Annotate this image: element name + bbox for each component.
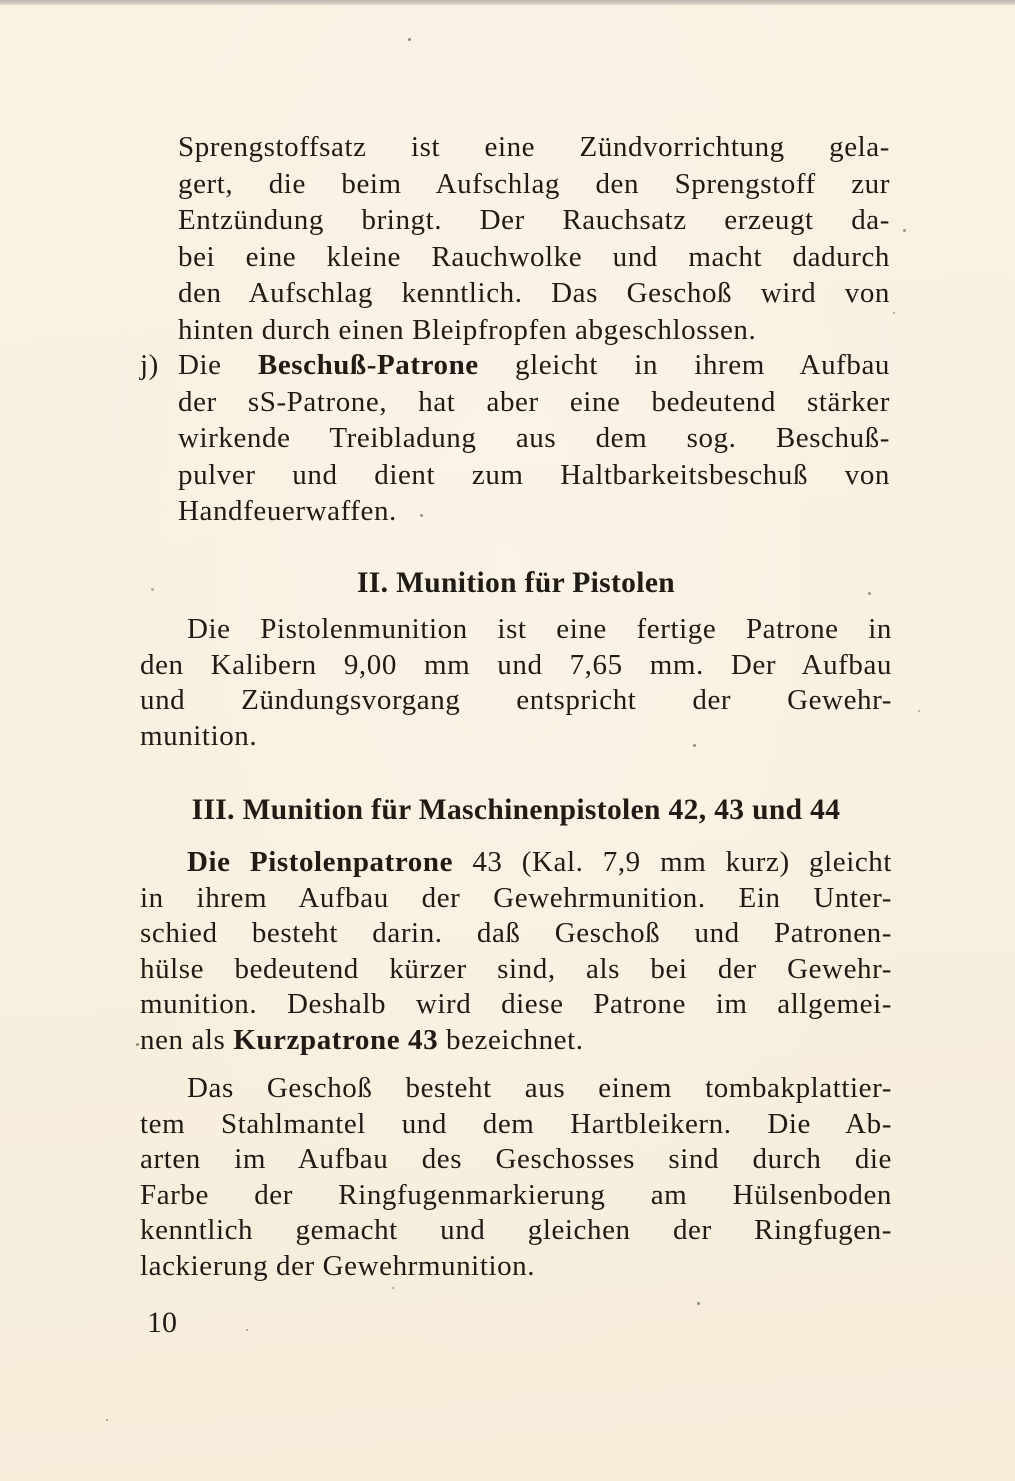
text-line: munition. Deshalb wird diese Patrone im allgemei- — [140, 988, 892, 1020]
paragraph-pistolenpatrone-43 — [140, 845, 892, 1058]
scan-speck — [844, 1089, 846, 1091]
scan-speck — [136, 1043, 139, 1046]
text-line: Handfeuerwaffen. — [178, 495, 397, 527]
text-line: tem Stahlmantel und dem Hartbleikern. Die Ab- — [140, 1107, 892, 1140]
scan-speck — [246, 1329, 248, 1331]
text-line: schied besteht darin. daß Geschoß und Patronen- — [140, 917, 892, 949]
text-line: arten im Aufbau des Geschosses sind durch die — [140, 1143, 892, 1175]
scan-speck — [893, 312, 895, 314]
text-line: pulver und dient zum Haltbarkeitsbeschuß von — [178, 458, 890, 491]
text-line: der sS-Patrone, hat aber eine bedeutend stärker — [178, 385, 890, 418]
paragraph-geschoss-aufbau — [140, 1071, 892, 1284]
text-line: den Aufschlag kenntlich. Das Geschoß wird von — [178, 277, 890, 309]
scan-speck — [392, 1287, 394, 1289]
scan-speck — [106, 1419, 108, 1421]
scan-speck — [918, 710, 920, 712]
text-line: nen als Kurzpatrone 43 bezeichnet. — [140, 1023, 584, 1056]
text-line: hinten durch einen Bleipfropfen abgeschlossen. — [178, 313, 757, 346]
scan-speck — [903, 229, 906, 232]
list-item-j — [140, 347, 890, 530]
scan-speck — [868, 592, 871, 595]
paragraph-pistolenmunition — [140, 612, 892, 754]
paragraph-continuation — [178, 129, 890, 348]
text-line: hülse bedeutend kürzer sind, als bei der Gewehr- — [140, 952, 892, 985]
scan-speck — [151, 588, 154, 591]
text-line: lackierung der Gewehrmunition. — [140, 1249, 536, 1282]
scan-speck — [697, 1302, 700, 1305]
scan-speck — [408, 38, 411, 41]
scan-speck — [420, 514, 423, 517]
text-line: Die Pistolenmunition ist eine fertige Patrone in — [187, 613, 892, 645]
scan-top-edge — [0, 0, 1015, 5]
text-line: Die Pistolenpatrone 43 (Kal. 7,9 mm kurz) gleicht — [187, 846, 893, 878]
heading-section-2: II. Munition für Pistolen — [356, 567, 676, 599]
text-line: wirkende Treibladung aus dem sog. Beschuß- — [178, 422, 890, 454]
text-line: Das Geschoß besteht aus einem tombakplattier- — [187, 1072, 892, 1104]
page-number: 10 — [147, 1306, 177, 1339]
text-line: und Zündungsvorgang entspricht der Gewehr- — [140, 684, 892, 716]
text-line: in ihrem Aufbau der Gewehrmunition. Ein Unter- — [140, 881, 892, 914]
text-line: den Kalibern 9,00 mm und 7,65 mm. Der Aufbau — [140, 648, 892, 681]
text-line: gert, die beim Aufschlag den Sprengstoff zur — [178, 167, 890, 200]
text-line: Entzündung bringt. Der Rauchsatz erzeugt da- — [178, 204, 890, 236]
paragraph-beschuss-patrone — [178, 347, 890, 530]
scan-speck — [693, 744, 696, 747]
text-line: Sprengstoffsatz ist eine Zündvorrichtung gela- — [178, 131, 890, 163]
text-line: Die Beschuß-Patrone gleicht in ihrem Aufbau — [178, 349, 890, 381]
list-marker-j: j) — [140, 349, 159, 381]
text-line: bei eine kleine Rauchwolke und macht dadurch — [178, 240, 890, 273]
text-line: Farbe der Ringfugenmarkierung am Hülsenboden — [140, 1178, 892, 1211]
heading-section-3: III. Munition für Maschinenpistolen 42, 43 und 44 — [191, 794, 841, 826]
text-line: munition. — [140, 719, 258, 752]
text-line: kenntlich gemacht und gleichen der Ringfugen- — [140, 1214, 892, 1246]
